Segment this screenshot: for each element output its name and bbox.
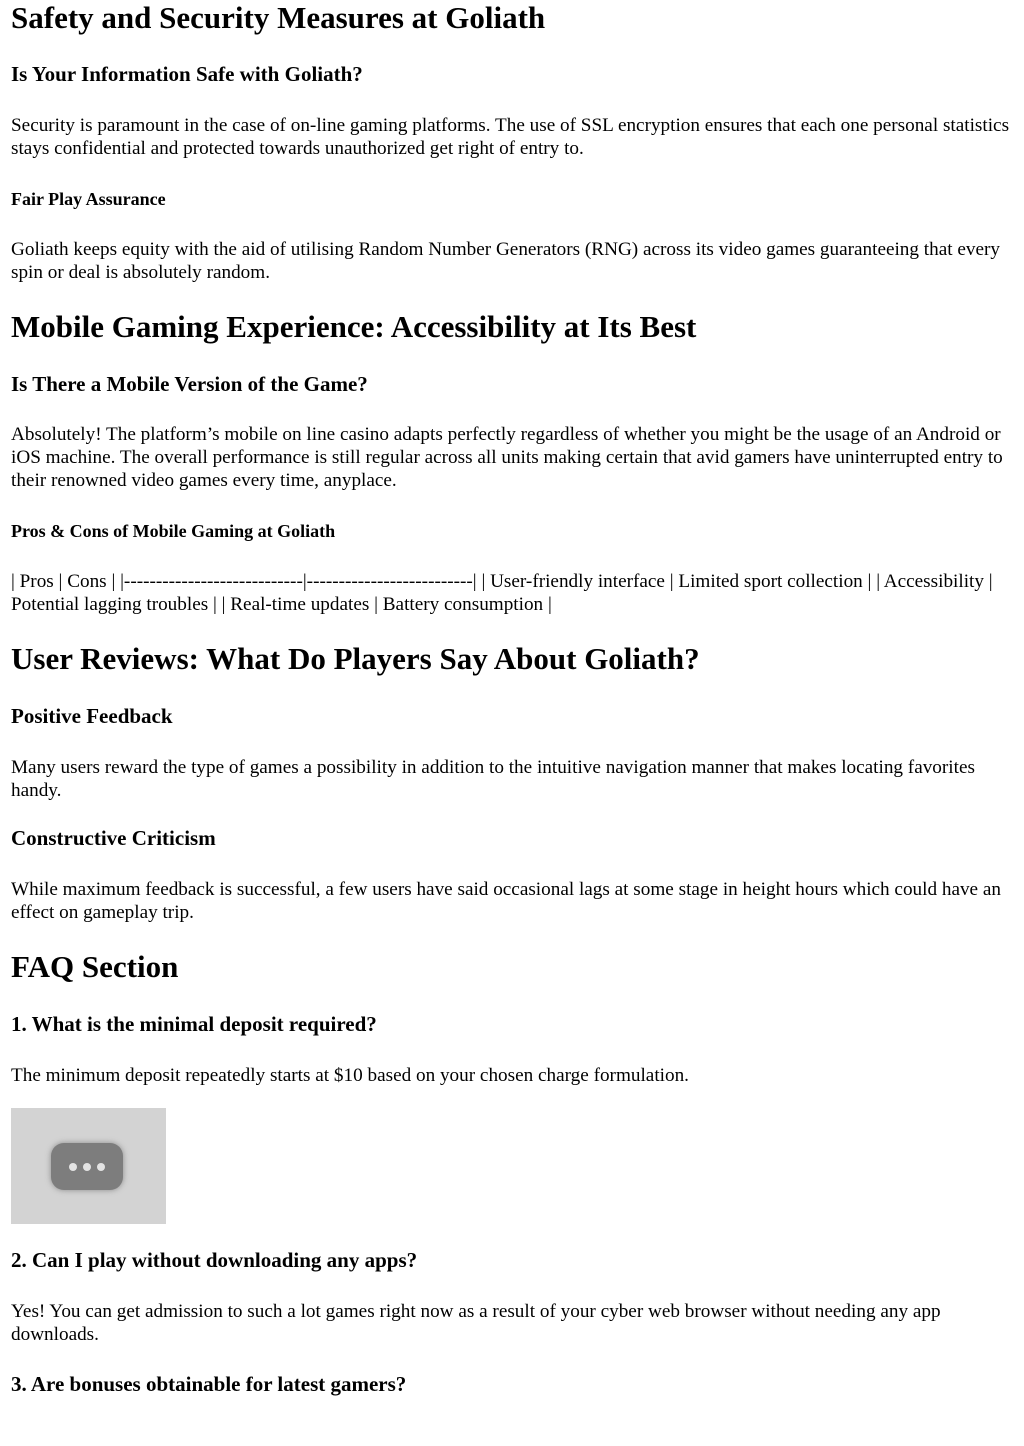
embedded-image-placeholder (11, 1108, 166, 1224)
mobile-version-heading: Is There a Mobile Version of the Game? (11, 372, 368, 396)
pros-cons-heading: Pros & Cons of Mobile Gaming at Goliath (11, 521, 336, 541)
pros-cons-table-text: | Pros | Cons | |----------------------------|--------------------------| | User-friendly interface | Limited sport collection | | Accessibility | Potential lagging troubles | | Real-time updates | Battery consumption | (11, 571, 993, 615)
criticism-heading: Constructive Criticism (11, 826, 216, 850)
reviews-section-title: User Reviews: What Do Players Say About Goliath? (11, 641, 700, 676)
faq-question-3: 3. Are bonuses obtainable for latest gamers? (11, 1372, 407, 1396)
chat-bubble-ellipsis-icon (51, 1143, 123, 1190)
faq-question-1: 1. What is the minimal deposit required? (11, 1012, 377, 1036)
criticism-text: While maximum feedback is successful, a few users have said occasional lags at some stage in height hours which could have an effect on gameplay trip. (11, 879, 1001, 923)
info-safe-text: Security is paramount in the case of on-line gaming platforms. The use of SSL encryption ensures that each one personal statistics stays confidential and protected towards unauthorized get right of entry to. (11, 115, 1010, 159)
safety-section-title: Safety and Security Measures at Goliath (11, 0, 546, 35)
faq-question-2: 2. Can I play without downloading any apps? (11, 1248, 418, 1272)
info-safe-heading: Is Your Information Safe with Goliath? (11, 62, 363, 86)
faq-section-title: FAQ Section (11, 949, 179, 984)
positive-feedback-text: Many users reward the type of games a possibility in addition to the intuitive navigation manner that makes locating favorites handy. (11, 757, 975, 801)
fair-play-text: Goliath keeps equity with the aid of utilising Random Number Generators (RNG) across its video games guaranteeing that every spin or deal is absolutely random. (11, 239, 1000, 283)
mobile-section-title: Mobile Gaming Experience: Accessibility at Its Best (11, 309, 697, 344)
faq-answer-1: The minimum deposit repeatedly starts at $10 based on your chosen charge formulation. (11, 1065, 689, 1086)
fair-play-heading: Fair Play Assurance (11, 189, 166, 209)
positive-feedback-heading: Positive Feedback (11, 704, 173, 728)
faq-answer-2: Yes! You can get admission to such a lot games right now as a result of your cyber web browser without needing any app downloads. (11, 1301, 941, 1345)
mobile-version-text: Absolutely! The platform’s mobile on line casino adapts perfectly regardless of whether you might be the usage of an Android or iOS machine. The overall performance is still regular across all units making certain that avid gamers have uninterrupted entry to their renowned video games every time, anyplace. (11, 424, 1003, 491)
